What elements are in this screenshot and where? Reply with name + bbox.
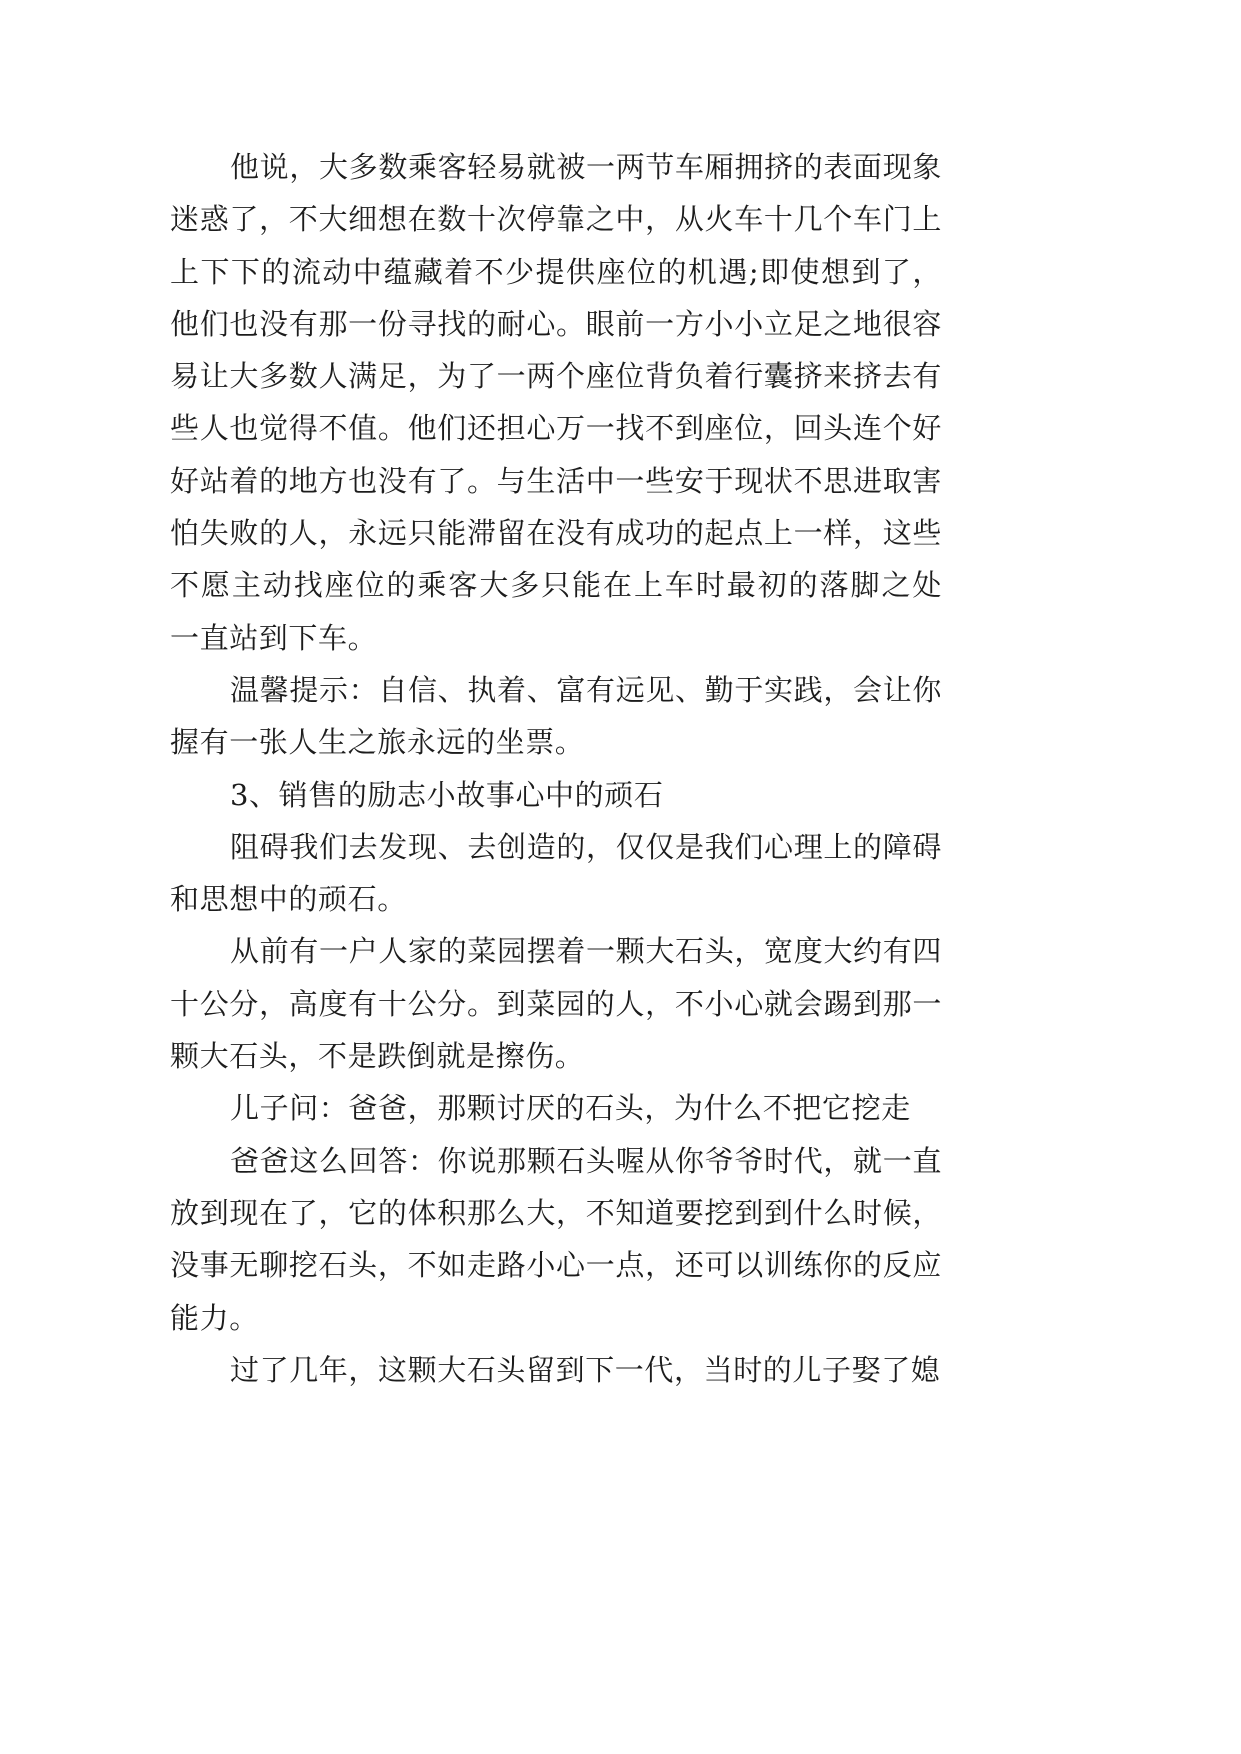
tip-paragraph [170,664,942,769]
text-line: 阻碍我们去发现、去创造的，仅仅是我们心理上的障碍 [230,829,942,864]
text-line: 他们也没有那一份寻找的耐心。眼前一方小小立足之地很容 [170,306,942,341]
text-line: 怕失败的人，永远只能滞留在没有成功的起点上一样，这些 [170,516,942,551]
text-line: 好站着的地方也没有了。与生活中一些安于现状不思进取害 [170,463,942,498]
text-line: 爸爸这么回答：你说那颗石头喔从你爷爷时代，就一直 [230,1143,942,1178]
paragraph [170,141,942,664]
text-line: 温馨提示：自信、执着、富有远见、勤于实践，会让你 [230,672,942,707]
text-line: 握有一张人生之旅永远的坐票。 [170,725,585,760]
paragraph [170,1135,942,1344]
paragraph [170,1082,942,1134]
document-body [170,141,942,1396]
text-line: 颗大石头，不是跌倒就是擦伤。 [170,1039,585,1074]
text-line: 一直站到下车。 [170,620,378,655]
paragraph [170,925,942,1082]
section-heading [170,769,942,821]
text-line: 些人也觉得不值。他们还担心万一找不到座位，回头连个好 [170,411,942,446]
paragraph [170,1344,942,1396]
section-heading-text: 3、销售的励志小故事心中的顽石 [230,777,664,812]
text-line: 没事无聊挖石头，不如走路小心一点，还可以训练你的反应 [170,1248,942,1283]
text-line: 他说，大多数乘客轻易就被一两节车厢拥挤的表面现象 [230,150,942,184]
text-line: 从前有一户人家的菜园摆着一颗大石头，宽度大约有四 [230,934,942,969]
paragraph [170,821,942,926]
text-line: 不愿主动找座位的乘客大多只能在上车时最初的落脚之处 [170,568,942,603]
text-line: 过了几年，这颗大石头留到下一代，当时的儿子娶了媳 [230,1352,941,1387]
text-line: 儿子问：爸爸，那颗讨厌的石头，为什么不把它挖走 [230,1091,911,1126]
text-line: 易让大多数人满足，为了一两个座位背负着行囊挤来挤去有 [170,359,942,394]
text-line: 放到现在了，它的体积那么大，不知道要挖到到什么时候， [170,1195,942,1230]
text-line: 能力。 [170,1300,259,1335]
text-line: 上下下的流动中蕴藏着不少提供座位的机遇;即使想到了， [170,254,942,289]
text-line: 十公分，高度有十公分。到菜园的人，不小心就会踢到那一 [170,986,942,1021]
text-line: 和思想中的顽石。 [170,882,407,917]
text-line: 迷惑了，不大细想在数十次停靠之中，从火车十几个车门上 [170,202,942,237]
